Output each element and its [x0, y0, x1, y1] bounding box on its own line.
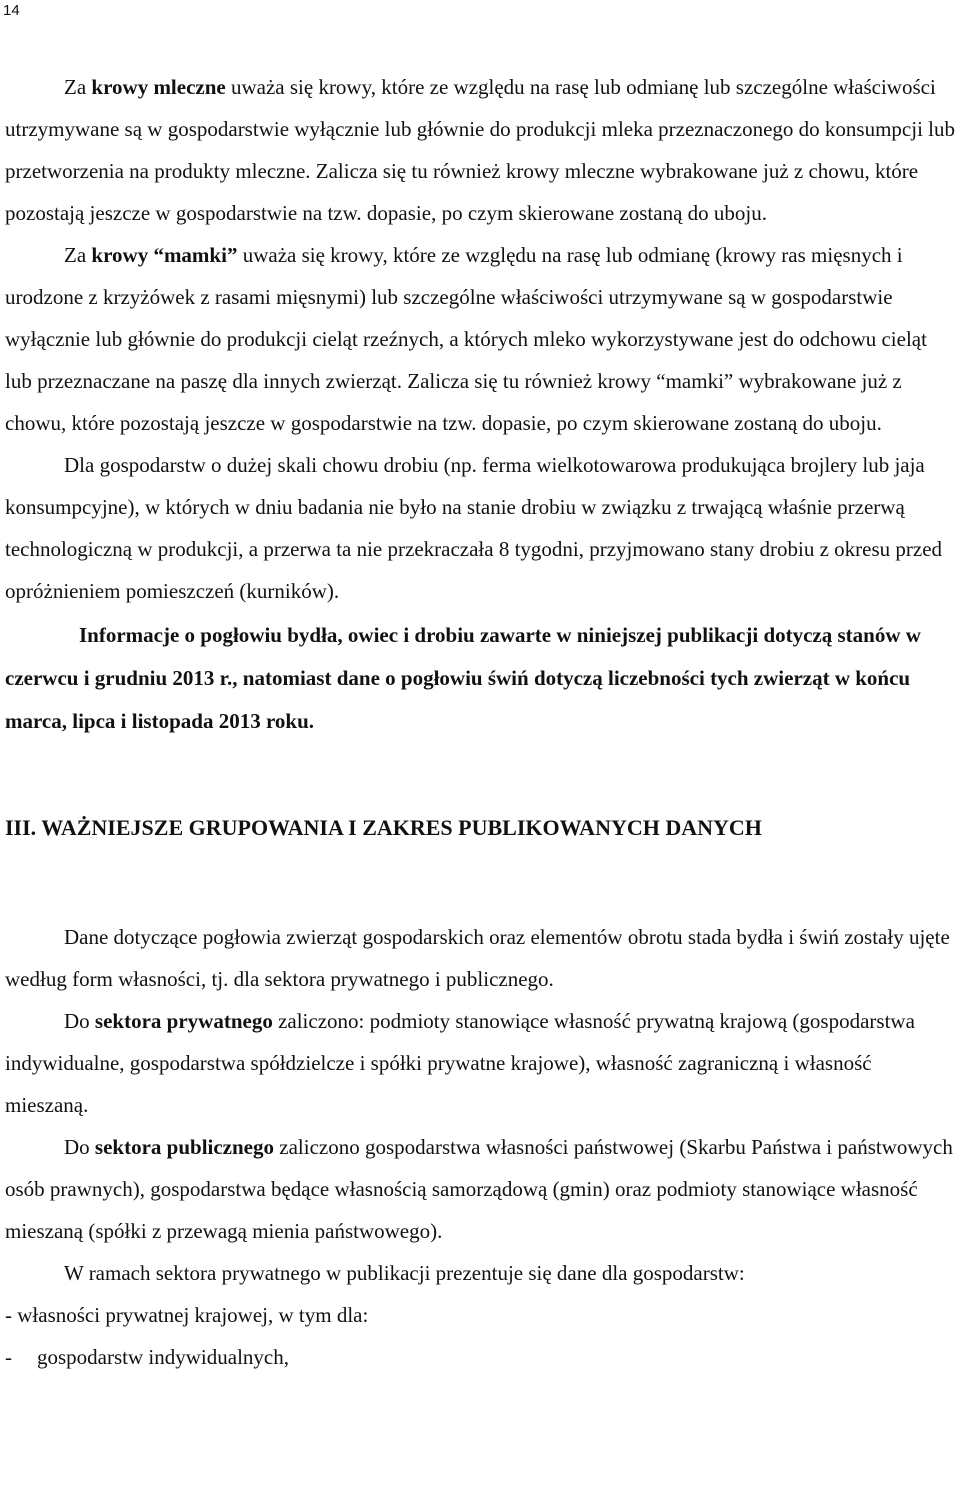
- list-item: - własności prywatnej krajowej, w tym dla:: [5, 1303, 369, 1327]
- paragraph-private-sector: [5, 1000, 955, 1126]
- bold-term: krowy “mamki”: [91, 243, 238, 267]
- paragraph-suckler-cows: [5, 234, 955, 444]
- paragraph-dairy-cows: [5, 66, 955, 234]
- text-segment: Za: [64, 75, 92, 99]
- paragraph-ownership-forms: Dane dotyczące pogłowia zwierząt gospodarskich oraz elementów obrotu stada bydła i świń zostały ujęte według form własności, tj. dla sektora prywatnego i publicznego.: [5, 925, 950, 991]
- list-item-text: gospodarstw indywidualnych,: [37, 1345, 289, 1369]
- text-segment: Do: [64, 1009, 95, 1033]
- paragraph-private-sector-intro: W ramach sektora prywatnego w publikacji prezentuje się dane dla gospodarstw:: [64, 1261, 745, 1285]
- text-segment: zaliczono gospodarstwa własności państwowej (Skarbu Państwa i państwowych osób prawnych), gospodarstwa będące własnością samorządową (gmin) oraz podmioty stanowiące własność mieszaną (spółki z przewagą mienia państwowego).: [5, 1135, 953, 1243]
- bold-term: krowy mleczne: [91, 75, 226, 99]
- page-number: 14: [3, 2, 20, 19]
- paragraph-poultry-farms: Dla gospodarstw o dużej skali chowu drobiu (np. ferma wielkotowarowa produkująca brojlery lub jaja konsumpcyjne), w których w dniu badania nie było na stanie drobiu w związku z trwającą właśnie przerwą technologiczną w produkcji, a przerwa ta nie przekraczała 8 tygodni, przyjmowano stany drobiu z okresu przed opróżnieniem pomieszczeń (kurników).: [5, 453, 943, 603]
- section-heading: III. WAŻNIEJSZE GRUPOWANIA I ZAKRES PUBLIKOWANYCH DANYCH: [5, 815, 762, 840]
- bold-term: sektora prywatnego: [94, 1009, 273, 1033]
- paragraph-public-sector: [5, 1126, 955, 1252]
- document-body: [5, 66, 955, 1378]
- text-segment: Za: [64, 243, 92, 267]
- text-segment: Do: [64, 1135, 95, 1159]
- paragraph-livestock-info: Informacje o pogłowiu bydła, owiec i drobiu zawarte w niniejszej publikacji dotyczą stanów w czerwcu i grudniu 2013 r., natomiast dane o pogłowiu świń dotyczą liczebności tych zwierząt w końcu marca, lipca i listopada 2013 roku.: [5, 623, 921, 733]
- text-segment: uważa się krowy, które ze względu na rasę lub odmianę lub szczególne właściwości utrzymywane są w gospodarstwie wyłącznie lub głównie do produkcji mleka przeznaczonego do konsumpcji lub przetworzenia na produkty mleczne. Zalicza się tu również krowy mleczne wybrakowane już z chowu, które pozostają jeszcze w gospodarstwie na tzw. dopasie, po czym skierowane zostaną do uboju.: [5, 75, 955, 225]
- list-dash: -: [5, 1345, 12, 1369]
- list-item: [5, 1336, 955, 1378]
- bold-term: sektora publicznego: [94, 1135, 275, 1159]
- text-segment: zaliczono: podmioty stanowiące własność prywatną krajową (gospodarstwa indywidualne, gospodarstwa spółdzielcze i spółki prywatne krajowe), własność zagraniczną i własność mieszaną.: [5, 1009, 915, 1117]
- text-segment: uważa się krowy, które ze względu na rasę lub odmianę (krowy ras mięsnych i urodzone z krzyżówek z rasami mięsnymi) lub szczególne właściwości utrzymywane są w gospodarstwie wyłącznie lub głównie do produkcji cieląt rzeźnych, a których mleko wykorzystywane jest do odchowu cieląt lub przeznaczane na paszę dla innych zwierząt. Zalicza się tu również krowy “mamki” wybrakowane już z chowu, które pozostają jeszcze w gospodarstwie na tzw. dopasie, po czym skierowane zostaną do uboju.: [5, 243, 927, 435]
